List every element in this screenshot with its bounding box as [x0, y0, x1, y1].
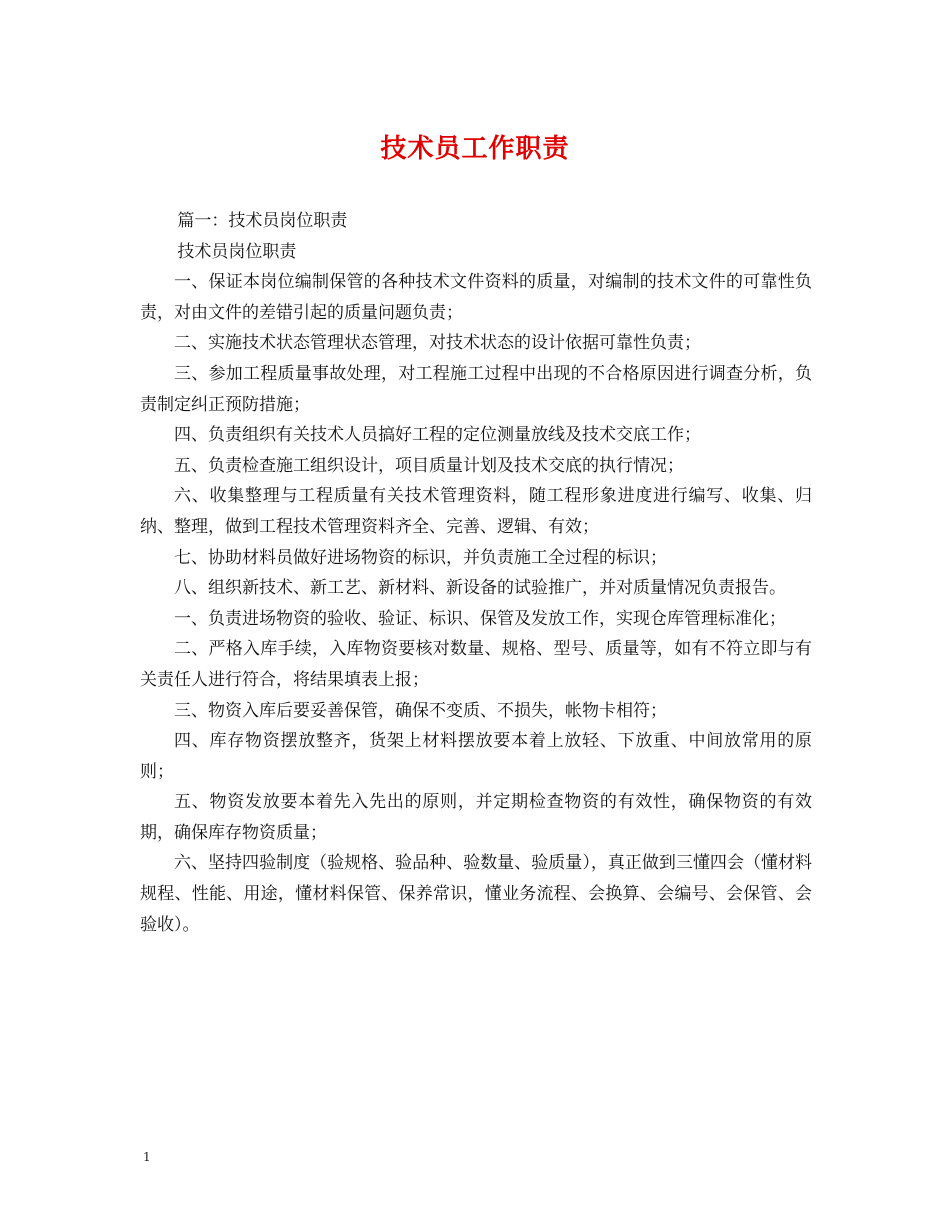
- paragraph: 二、严格入库手续，入库物资要核对数量、规格、型号、质量等，如有不符立即与有关责任人进行符合，将结果填表上报；: [140, 639, 812, 690]
- paragraph: 三、物资入库后要妥善保管，确保不变质、不损失，帐物卡相符；: [174, 700, 667, 721]
- page-number: 1: [143, 1150, 151, 1164]
- paragraph: 四、库存物资摆放整齐，货架上材料摆放要本着上放轻、下放重、中间放常用的原则；: [140, 731, 812, 782]
- paragraph: 六、收集整理与工程质量有关技术管理资料，随工程形象进度进行编写、收集、归纳、整理，做到工程技术管理资料齐全、完善、逻辑、有效；: [140, 486, 812, 537]
- document-title: 技术员工作职责: [380, 134, 570, 164]
- paragraph: 二、实施技术状态管理状态管理，对技术状态的设计依据可靠性负责；: [174, 333, 701, 354]
- document-body: [140, 206, 812, 940]
- paragraph: 五、物资发放要本着先入先出的原则，并定期检查物资的有效性，确保物资的有效期，确保库存物资质量；: [140, 792, 812, 843]
- paragraph: 八、组织新技术、新工艺、新材料、新设备的试验推广，并对质量情况负责报告。: [174, 578, 786, 599]
- paragraph: 一、保证本岗位编制保管的各种技术文件资料的质量，对编制的技术文件的可靠性负责，对由文件的差错引起的质量问题负责；: [140, 272, 812, 323]
- paragraph: 一、负责进场物资的验收、验证、标识、保管及发放工作，实现仓库管理标准化；: [174, 608, 786, 629]
- section-heading: 篇一：技术员岗位职责: [177, 211, 348, 231]
- paragraph: 六、坚持四验制度（验规格、验品种、验数量、验质量），真正做到三懂四会（懂材料规程、性能、用途，懂材料保管、保养常识，懂业务流程、会换算、会编号、会保管、会验收）。: [140, 853, 812, 935]
- paragraph: 四、负责组织有关技术人员搞好工程的定位测量放线及技术交底工作；: [174, 425, 701, 446]
- paragraph: 三、参加工程质量事故处理，对工程施工过程中出现的不合格原因进行调查分析，负责制定纠正预防措施；: [140, 363, 812, 415]
- paragraph: 七、协助材料员做好进场物资的标识，并负责施工全过程的标识；: [174, 547, 667, 568]
- subsection-heading: 技术员岗位职责: [177, 241, 297, 262]
- paragraph: 五、负责检查施工组织设计，项目质量计划及技术交底的执行情况；: [174, 455, 684, 476]
